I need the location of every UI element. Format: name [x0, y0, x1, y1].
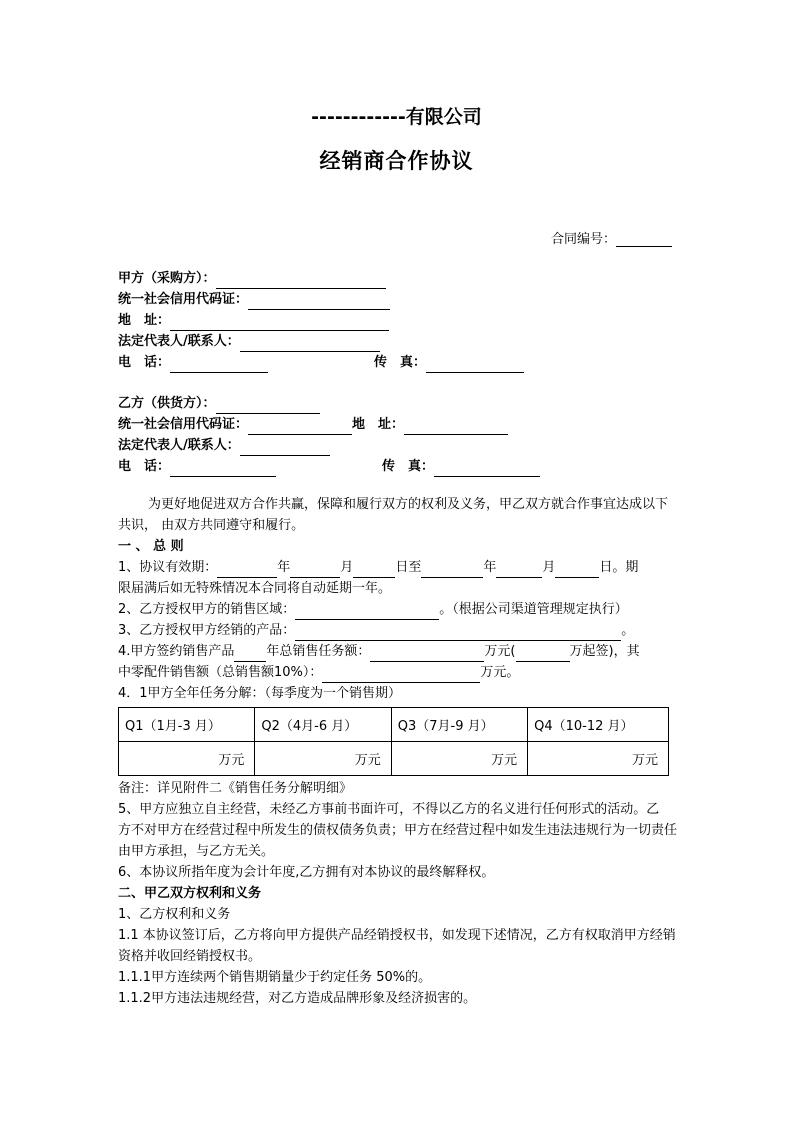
party-b-rep-row [118, 435, 678, 456]
q3-amount-cell[interactable]: 万元 [391, 742, 527, 776]
products-row [118, 620, 678, 641]
party-b-address-blank[interactable] [404, 420, 508, 435]
intro-paragraph: 为更好地促进双方合作共赢，保障和履行双方的权利及义务，甲乙双方就合作事宜达成以下共识， 由双方共同遵守和履行。 [118, 497, 669, 533]
sales-region-label: 2、乙方授权甲方的销售区域： [118, 602, 296, 617]
party-a-phone-blank[interactable] [170, 358, 268, 373]
sub-heading-1: 1、乙方权利和义务 [118, 907, 231, 922]
party-b-credit-blank[interactable] [248, 420, 352, 435]
q4-header: Q4（10-12 月） [528, 708, 669, 742]
products-label: 3、乙方授权甲方经销的产品： [118, 623, 296, 638]
term-end-year-blank[interactable] [421, 563, 483, 578]
term-start-month-blank[interactable] [290, 563, 340, 578]
term-start-day-blank[interactable] [353, 563, 395, 578]
contract-number-label: 合同编号： [550, 232, 616, 247]
term-row-2: 限届满后如无特殊情况本合同将自动延期一年。 [118, 581, 392, 596]
party-b-address-label: 地 址： [352, 417, 405, 432]
sales-region-row [118, 599, 678, 620]
party-a-credit-blank[interactable] [248, 295, 390, 310]
year-label-2: 年 [483, 560, 497, 575]
party-b-credit-row [118, 414, 678, 435]
clause-6: 6、本协议所指年度为会计年度,乙方拥有对本协议的最终解释权。 [118, 865, 495, 880]
table-row [119, 742, 669, 776]
sales-region-note: 。（根据公司渠道管理规定执行） [439, 602, 628, 617]
term-end-month-blank[interactable] [496, 563, 542, 578]
party-a-fax-blank[interactable] [426, 358, 524, 373]
party-b-phone-blank[interactable] [170, 462, 276, 477]
sales-target-label: 4.甲方签约销售产品 [118, 644, 235, 659]
term-end-day-blank[interactable] [555, 563, 599, 578]
table-note: 备注：详见附件二《销售任务分解明细》 [118, 781, 353, 796]
party-a-title: 甲方（采购方）： [118, 271, 216, 286]
q3-header: Q3（7月-9 月） [391, 708, 527, 742]
month-label-2: 月 [542, 560, 556, 575]
parts-sales-blank[interactable] [322, 668, 480, 683]
term-start-year-blank[interactable] [217, 563, 277, 578]
contract-number [551, 228, 672, 247]
term-row [118, 557, 678, 578]
parts-sales-label: 中零配件销售额（总销售额10%）： [118, 665, 323, 680]
products-blank[interactable] [295, 626, 621, 641]
clause-1-1: 1.1 本协议签订后，乙方将向甲方提供产品经销授权书，如发现下述情况，乙方有权取消甲方经销资格并收回经销授权书。 [118, 928, 676, 964]
products-end: 。 [621, 623, 635, 638]
month-label: 月 [340, 560, 354, 575]
day-end-label: 日。期 [599, 560, 639, 575]
party-a-credit-label: 统一社会信用代码证： [118, 292, 249, 307]
party-b-phone-label: 电 话： [118, 459, 171, 474]
contract-number-blank[interactable] [616, 232, 672, 247]
party-b-name-blank[interactable] [216, 399, 320, 414]
q4-amount-cell[interactable]: 万元 [528, 742, 669, 776]
party-a-title-row [118, 268, 678, 289]
sales-year-blank[interactable] [234, 647, 266, 662]
agreement-body [118, 268, 678, 1009]
term-label: 1、协议有效期： [118, 560, 218, 575]
sales-target-label-2: 年总销售任务额： [266, 644, 371, 659]
party-a-name-blank[interactable] [216, 274, 386, 289]
agreement-title: 经销商合作协议 [319, 149, 474, 173]
party-b-fax-blank[interactable] [434, 462, 540, 477]
party-b-fax-label: 传 真： [382, 459, 435, 474]
party-a-rep-blank[interactable] [240, 337, 380, 352]
sales-target-blank[interactable] [370, 647, 484, 662]
q1-header: Q1（1月-3 月） [119, 708, 255, 742]
party-b-rep-label: 法定代表人/联系人： [118, 438, 240, 453]
quarterly-target-table [118, 707, 669, 776]
section-1-heading: 一 、 总 则 [118, 539, 184, 554]
party-a-address-label: 地 址： [118, 313, 171, 328]
sales-unit: 万元( [484, 644, 516, 659]
party-a-rep-label: 法定代表人/联系人： [118, 334, 240, 349]
sales-min-blank[interactable] [516, 647, 570, 662]
table-header-row [119, 708, 669, 742]
quarterly-breakdown-label: 4．1甲方全年任务分解：（每季度为一个销售期） [118, 686, 402, 701]
section-2-heading: 二、甲乙双方权利和义务 [118, 886, 262, 901]
q1-amount-cell[interactable]: 万元 [119, 742, 255, 776]
year-label: 年 [277, 560, 291, 575]
party-b-title-row [118, 393, 678, 414]
party-b-credit-label: 统一社会信用代码证： [118, 417, 249, 432]
parts-sales-row [118, 662, 678, 683]
company-name: ------------有限公司 [311, 106, 482, 128]
party-a-credit-row [118, 289, 678, 310]
party-a-rep-row [118, 331, 678, 352]
parts-sales-unit: 万元。 [480, 665, 520, 680]
q2-amount-cell[interactable]: 万元 [255, 742, 391, 776]
party-a-phone-label: 电 话： [118, 355, 171, 370]
party-b-title: 乙方（供货方）： [118, 396, 216, 411]
clause-5: 5、甲方应独立自主经营，未经乙方事前书面许可，不得以乙方的名义进行任何形式的活动。乙 方不对甲方在经营过程中所发生的债权债务负责；甲方在经营过程中如发生违法违规行为一切责任由甲方承担，与乙方无关。 [118, 802, 678, 859]
sales-target-row [118, 641, 678, 662]
party-a-address-blank[interactable] [170, 316, 389, 331]
sales-region-blank[interactable] [295, 605, 439, 620]
clause-1-1-1: 1.1.1甲方连续两个销售期销量少于约定任务 50%的。 [118, 970, 432, 985]
party-a-address-row [118, 310, 678, 331]
party-a-phone-row [118, 352, 678, 373]
party-b-rep-blank[interactable] [240, 441, 330, 456]
q2-header: Q2（4月-6 月） [255, 708, 391, 742]
clause-1-1-2: 1.1.2甲方违法违规经营，对乙方造成品牌形象及经济损害的。 [118, 991, 477, 1006]
day-to-label: 日至 [395, 560, 422, 575]
sales-min-label: 万起签)，其 [569, 644, 640, 659]
party-a-fax-label: 传 真： [374, 355, 427, 370]
party-b-phone-row [118, 456, 678, 477]
